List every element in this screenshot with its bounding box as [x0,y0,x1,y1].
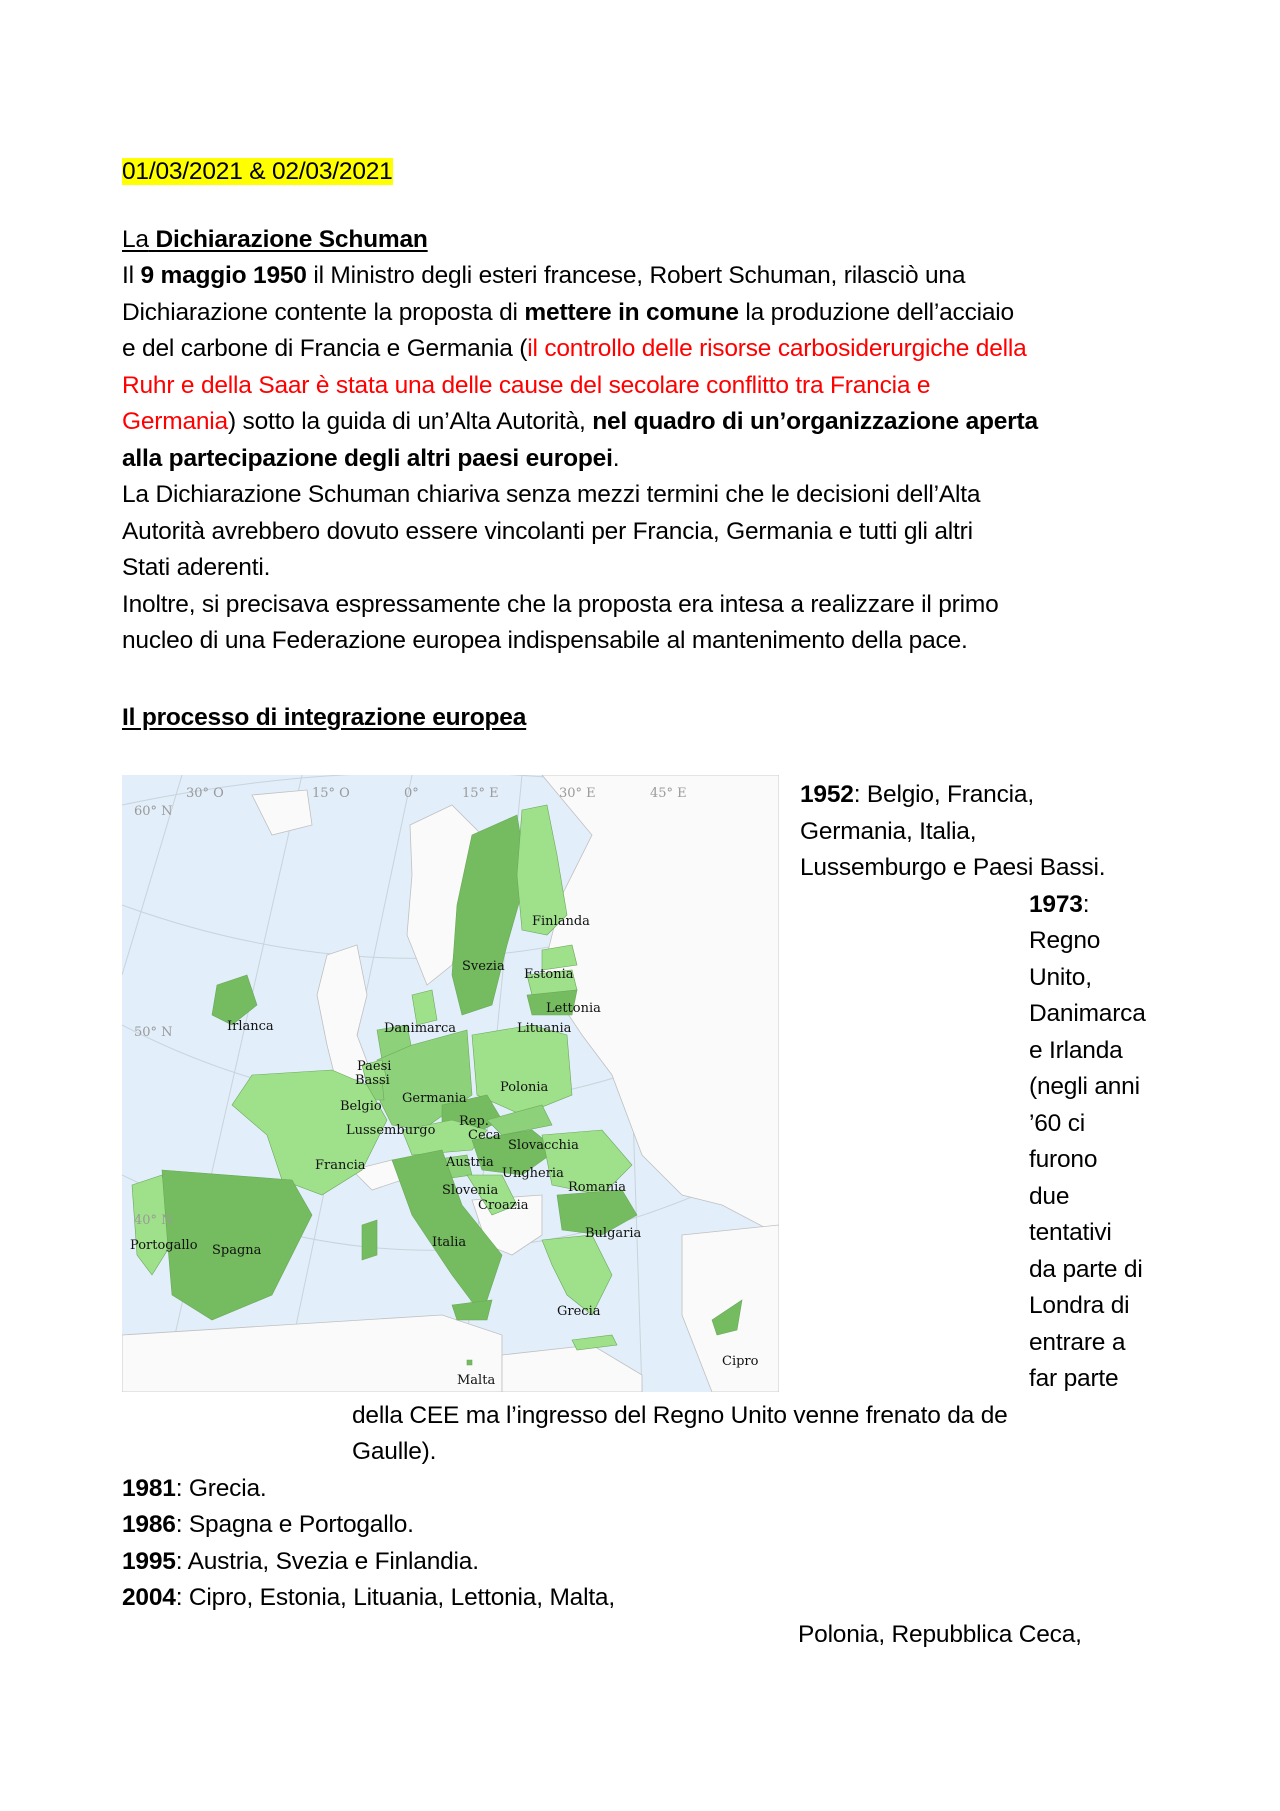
bold-date: 9 maggio 1950 [140,262,307,289]
text: la produzione dell’acciaio [745,299,1014,326]
timeline-line: Unito, [1029,964,1092,991]
title-prefix: La [122,226,149,253]
label-finlandia: Finlanda [532,914,590,929]
year-label: 2004 [122,1584,176,1611]
bold-text: alla partecipazione degli altri paesi europei [122,445,613,472]
grid-label: 15° O [312,786,350,801]
timeline-line: Germania, Italia, [800,818,977,845]
label-portogallo: Portogallo [130,1238,198,1253]
grid-label: 30° E [559,786,596,801]
paragraph-line: Inoltre, si precisava espressamente che la proposta era intesa a realizzare il primo [122,591,999,618]
timeline-1973 [1029,887,1089,924]
timeline-text: : Belgio, Francia, [853,781,1034,808]
timeline-line: da parte di [1029,1256,1143,1283]
bold-text: nel quadro di un’organizzazione aperta [592,408,1038,435]
year-label: 1952 [800,781,854,808]
text: e del carbone di Francia e Germania ( [122,335,528,362]
timeline-text: : Grecia. [175,1475,267,1502]
timeline-text: : Austria, Svezia e Finlandia. [175,1548,479,1575]
label-slovenia: Slovenia [442,1183,499,1198]
timeline-line: Polonia, Repubblica Ceca, [798,1621,1082,1648]
timeline-text: : [1082,891,1090,918]
timeline-line: (negli anni [1029,1073,1140,1100]
timeline-line: Regno [1029,927,1101,954]
grid-label: 50° N [134,1025,173,1040]
text: Dichiarazione contente la proposta di [122,299,518,326]
grid-label: 60° N [134,804,173,819]
timeline-line: due [1029,1183,1070,1210]
title-bold: Dichiarazione Schuman [155,226,428,253]
year-label: 1986 [122,1511,176,1538]
paragraph-line [122,295,1014,332]
label-romania: Romania [568,1180,626,1195]
paragraph-line [122,258,965,295]
paragraph-line: Autorità avrebbero dovuto essere vincolanti per Francia, Germania e tutti gli altri [122,518,973,545]
timeline-line: Danimarca [1029,1000,1146,1027]
grid-label: 45° E [650,786,687,801]
timeline-line: e Irlanda [1029,1037,1123,1064]
label-italia: Italia [432,1235,467,1250]
label-paesi-bassi: Bassi [355,1073,390,1088]
paragraph-line [122,331,1027,368]
label-austria: Austria [446,1155,494,1170]
timeline-line: tentativi [1029,1219,1112,1246]
timeline-line: Gaulle). [352,1438,437,1465]
bold-text: mettere in comune [524,299,739,326]
year-label: 1981 [122,1475,176,1502]
text: ) sotto la guida di un’Alta Autorità, [227,408,586,435]
label-svezia: Svezia [462,959,505,974]
paragraph-line [122,404,1038,441]
label-slovacchia: Slovacchia [508,1138,579,1153]
label-malta: Malta [457,1373,496,1388]
label-danimarca: Danimarca [384,1021,457,1036]
date-highlight: 01/03/2021 & 02/03/2021 [122,158,393,185]
year-label: 1995 [122,1548,176,1575]
timeline-line: Lussemburgo e Paesi Bassi. [800,854,1106,881]
red-text: il controllo delle risorse carbosiderurgiche della [527,335,1027,362]
timeline-line: entrare a [1029,1329,1126,1356]
timeline-1986 [122,1507,414,1544]
label-lussemburgo: Lussemburgo [346,1123,436,1138]
text: . [612,445,620,472]
label-spagna: Spagna [212,1243,262,1258]
date-line [122,154,393,191]
timeline-1952 [800,777,1034,814]
label-irlanda: Irlanca [227,1019,274,1034]
timeline-1995 [122,1544,479,1581]
label-croazia: Croazia [478,1198,529,1213]
label-germania: Germania [402,1091,467,1106]
label-rep-ceca: Ceca [468,1128,501,1143]
label-rep-ceca: Rep. [459,1114,489,1129]
label-estonia: Estonia [524,967,574,982]
grid-label: 40° N [134,1213,173,1228]
label-paesi-bassi: Paesi [357,1059,392,1074]
text: il Ministro degli esteri francese, Robert Schuman, rilasciò una [313,262,966,289]
label-belgio: Belgio [340,1099,382,1114]
timeline-line: far parte [1029,1365,1119,1392]
label-francia: Francia [315,1158,366,1173]
timeline-line: ’60 ci [1029,1110,1085,1137]
grid-label: 30° O [186,786,224,801]
year-label: 1973 [1029,891,1083,918]
red-text: Ruhr e della Saar è stata una delle cause del secolare conflitto tra Francia e [122,372,931,399]
paragraph-line [122,368,930,405]
red-text: Germania [122,408,228,435]
section-title-integrazione: Il processo di integrazione europea [122,704,527,731]
timeline-2004 [122,1580,615,1617]
grid-label: 15° E [462,786,499,801]
label-lettonia: Lettonia [546,1001,601,1016]
paragraph-line [122,441,619,478]
timeline-line: Londra di [1029,1292,1130,1319]
grid-label: 0° [404,786,419,801]
timeline-1981 [122,1471,266,1508]
paragraph-line: nucleo di una Federazione europea indispensabile al mantenimento della pace. [122,627,968,654]
text: Il [122,262,134,289]
paragraph-line: La Dichiarazione Schuman chiariva senza mezzi termini che le decisioni dell’Alta [122,481,981,508]
label-cipro: Cipro [722,1354,759,1369]
timeline-text: : Cipro, Estonia, Lituania, Lettonia, Malta, [175,1584,615,1611]
eu-map-svg [122,775,779,1392]
timeline-line: furono [1029,1146,1098,1173]
label-grecia: Grecia [557,1304,601,1319]
timeline-text: : Spagna e Portogallo. [175,1511,414,1538]
eu-map-image [122,775,779,1392]
section-title-schuman [122,222,428,259]
label-ungheria: Ungheria [502,1166,564,1181]
label-lituania: Lituania [517,1021,572,1036]
label-bulgaria: Bulgaria [585,1226,642,1241]
label-polonia: Polonia [500,1080,549,1095]
paragraph-line: Stati aderenti. [122,554,271,581]
timeline-line: della CEE ma l’ingresso del Regno Unito venne frenato da de [352,1402,1008,1429]
